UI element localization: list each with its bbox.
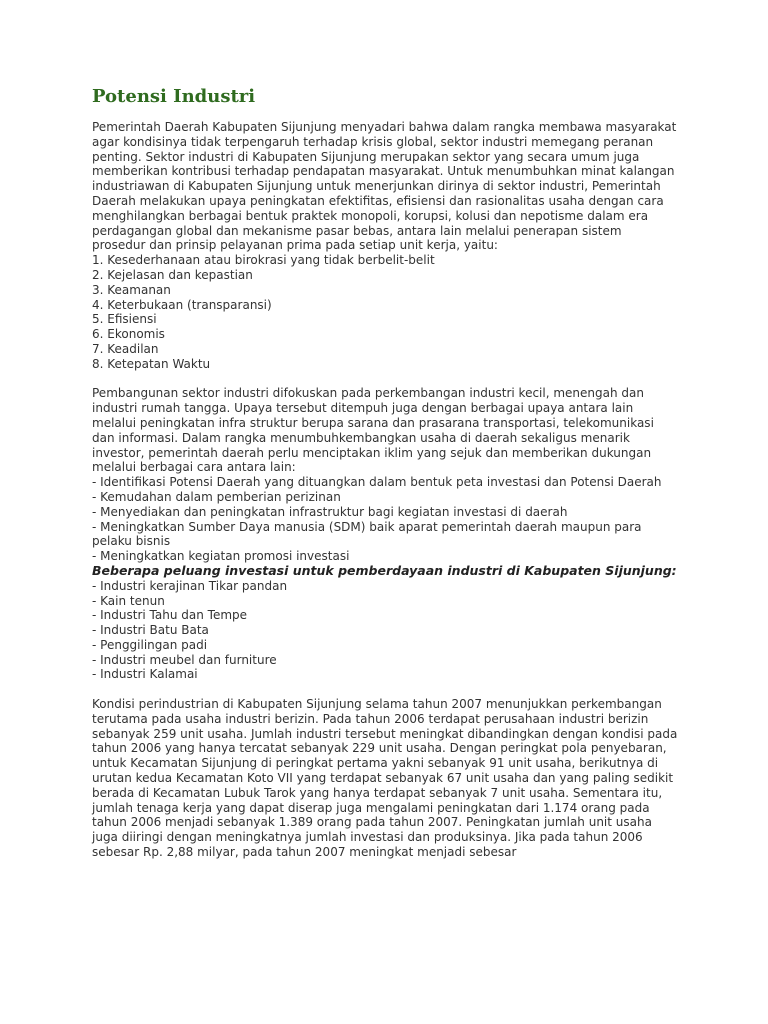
- list-item: - Menyediakan dan peningkatan infrastruktur bagi kegiatan investasi di daerah: [92, 504, 568, 519]
- list-item: - Meningkatkan Sumber Daya manusia (SDM) baik aparat pemerintah daerah maupun para pelaku bisnis: [92, 519, 642, 549]
- document-body: [92, 120, 678, 860]
- list-item: 6. Ekonomis: [92, 327, 165, 342]
- list-item: - Industri meubel dan furniture: [92, 652, 277, 667]
- list-item: - Industri kerajinan Tikar pandan: [92, 578, 288, 593]
- list-item: 8. Ketepatan Waktu: [92, 356, 211, 371]
- list-item: - Industri Tahu dan Tempe: [92, 608, 248, 623]
- list-item: - Kemudahan dalam pemberian perizinan: [92, 489, 341, 504]
- page-title: Potensi Industri: [92, 86, 256, 107]
- opportunities-heading: Beberapa peluang investasi untuk pemberdayaan industri di Kabupaten Sijunjung:: [92, 562, 677, 578]
- paragraph-spacer: [92, 682, 678, 697]
- development-paragraph: Pembangunan sektor industri difokuskan pada perkembangan industri kecil, menengah dan industri rumah tangga. Upaya tersebut ditempuh juga dengan berbagai upaya antara lain melalui peningkatan infra struktur berupa sarana dan prasarana transportasi, telekomunikasi dan informasi. Dalam rangka menumbuhkembangkan usaha di daerah sekaligus menarik investor, pemerintah daerah perlu menciptakan iklim yang sejuk dan memberikan dukungan melalui berbagai cara antara lain:: [92, 386, 654, 475]
- conditions-paragraph: Kondisi perindustrian di Kabupaten Sijunjung selama tahun 2007 menunjukkan perkembangan terutama pada usaha industri berizin. Pada tahun 2006 terdapat perusahaan industri berizin sebanyak 259 unit usaha. Jumlah industri tersebut meningkat dibandingkan dengan kondisi pada tahun 2006 yang hanya tercatat sebanyak 229 unit usaha. Dengan peringkat pola penyebaran, untuk Kecamatan Sijunjung di peringkat pertama yakni sebanyak 91 unit usaha, berikutnya di urutan kedua Kecamatan Koto VII yang terdapat sebanyak 67 unit usaha dan yang paling sedikit berada di Kecamatan Lubuk Tarok yang hanya terdapat sebanyak 7 unit usaha. Sementara itu, jumlah tenaga kerja yang dapat diserap juga mengalami peningkatan dari 1.174 orang pada tahun 2006 menjadi sebanyak 1.389 orang pada tahun 2007. Peningkatan jumlah unit usaha juga diiringi dengan meningkatnya jumlah investasi dan produksinya. Jika pada tahun 2006 sebesar Rp. 2,88 milyar, pada tahun 2007 meningkat menjadi sebesar: [92, 697, 678, 860]
- principles-list: [92, 253, 678, 371]
- list-item: - Industri Kalamai: [92, 667, 198, 682]
- document-page: [92, 86, 678, 860]
- list-item: 7. Keadilan: [92, 341, 159, 356]
- opportunities-list: [92, 579, 678, 683]
- list-item: 5. Efisiensi: [92, 312, 157, 327]
- list-item: 1. Kesederhanaan atau birokrasi yang tidak berbelit-belit: [92, 253, 435, 268]
- list-item: 4. Keterbukaan (transparansi): [92, 297, 272, 312]
- list-item: - Meningkatkan kegiatan promosi investasi: [92, 549, 350, 564]
- list-item: 2. Kejelasan dan kepastian: [92, 267, 253, 282]
- list-item: - Kain tenun: [92, 593, 165, 608]
- list-item: - Penggilingan padi: [92, 637, 208, 652]
- list-item: 3. Keamanan: [92, 282, 171, 297]
- efforts-list: [92, 475, 678, 564]
- list-item: - Identifikasi Potensi Daerah yang dituangkan dalam bentuk peta investasi dan Potensi Daerah: [92, 475, 662, 490]
- list-item: - Industri Batu Bata: [92, 623, 209, 638]
- intro-paragraph: Pemerintah Daerah Kabupaten Sijunjung menyadari bahwa dalam rangka membawa masyarakat agar kondisinya tidak terpengaruh terhadap krisis global, sektor industri memegang peranan penting. Sektor industri di Kabupaten Sijunjung merupakan sektor yang secara umum juga memberikan kontribusi terhadap pendapatan masyarakat. Untuk menumbuhkan minat kalangan industriawan di Kabupaten Sijunjung untuk menerjunkan dirinya di sektor industri, Pemerintah Daerah melakukan upaya peningkatan efektifitas, efisiensi dan rasionalitas usaha dengan cara menghilangkan berbagai bentuk praktek monopoli, korupsi, kolusi dan nepotisme dalam era perdagangan global dan mekanisme pasar bebas, antara lain melalui penerapan sistem prosedur dan prinsip pelayanan prima pada setiap unit kerja, yaitu:: [92, 120, 677, 253]
- paragraph-spacer: [92, 372, 678, 387]
